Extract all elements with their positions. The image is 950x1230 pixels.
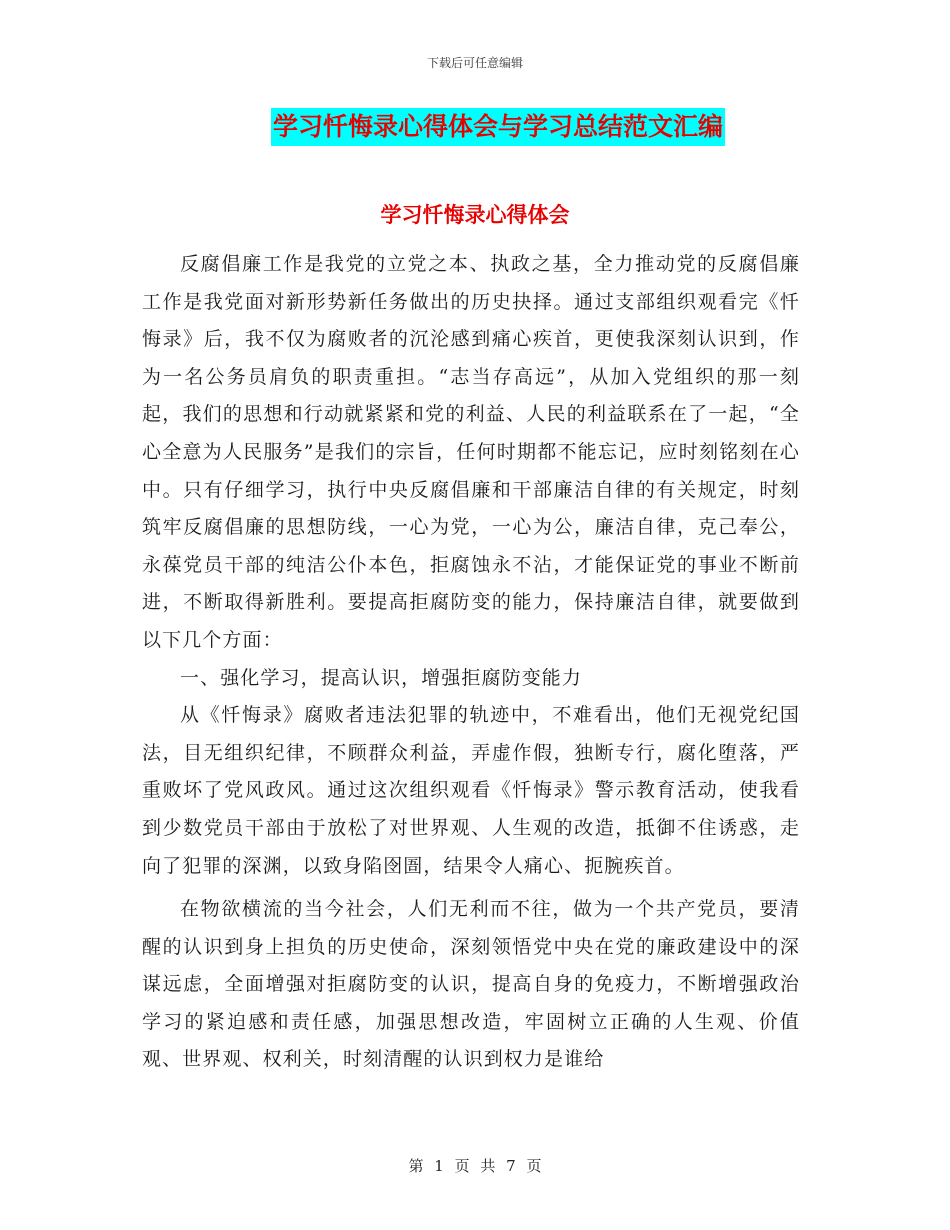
page-number-footer: 第 1 页 共 7 页	[408, 1157, 542, 1175]
paragraph-heading: 一、强化学习，提高认识，增强拒腐防变能力	[180, 666, 583, 689]
main-title: 学习忏悔录心得体会与学习总结范文汇编	[271, 108, 725, 146]
body-text	[142, 246, 800, 1079]
paragraph: 反腐倡廉工作是我党的立党之本、执政之基，全力推动党的反腐倡廉工作是我党面对新形势新任务做出的历史抉择。通过支部组织观看完《忏悔录》后，我不仅为腐败者的沉沦感到痛心疾首，更使我深刻认识到，作为一名公务员肩负的职责重担。“志当存高远”，从加入党组织的那一刻起，我们的思想和行动就紧紧和党的利益、人民的利益联系在了一起，“全心全意为人民服务”是我们的宗旨，任何时期都不能忘记，应时刻铭刻在心中。只有仔细学习，执行中央反腐倡廉和干部廉洁自律的有关规定，时刻筑牢反腐倡廉的思想防线，一心为党，一心为公，廉洁自律，克己奉公，永葆党员干部的纯洁公仆本色，拒腐蚀永不沾，才能保证党的事业不断前进，不断取得新胜利。要提高拒腐防变的能力，保持廉洁自律，就要做到以下几个方面：	[142, 253, 800, 651]
paragraph: 从《忏悔录》腐败者违法犯罪的轨迹中，不难看出，他们无视党纪国法，目无组织纪律，不顾群众利益，弄虚作假，独断专行，腐化堕落，严重败坏了党风政风。通过这次组织观看《忏悔录》警示教育活动，使我看到少数党员干部由于放松了对世界观、人生观的改造，抵御不住诱惑，走向了犯罪的深渊，以致身陷囹圄，结果令人痛心、扼腕疾首。	[142, 704, 800, 877]
section-title: 学习忏悔录心得体会	[380, 203, 570, 227]
header-note: 下载后可任意编辑	[426, 56, 523, 70]
main-title-container	[0, 108, 950, 146]
paragraph: 在物欲横流的当今社会，人们无利而不往，做为一个共产党员，要清醒的认识到身上担负的历史使命，深刻领悟党中央在党的廉政建设中的深谋远虑，全面增强对拒腐防变的认识，提高自身的免疫力，不断增强政治学习的紧迫感和责任感，加强思想改造，牢固树立正确的人生观、价值观、世界观、权利关，时刻清醒的认识到权力是谁给	[142, 898, 800, 1071]
